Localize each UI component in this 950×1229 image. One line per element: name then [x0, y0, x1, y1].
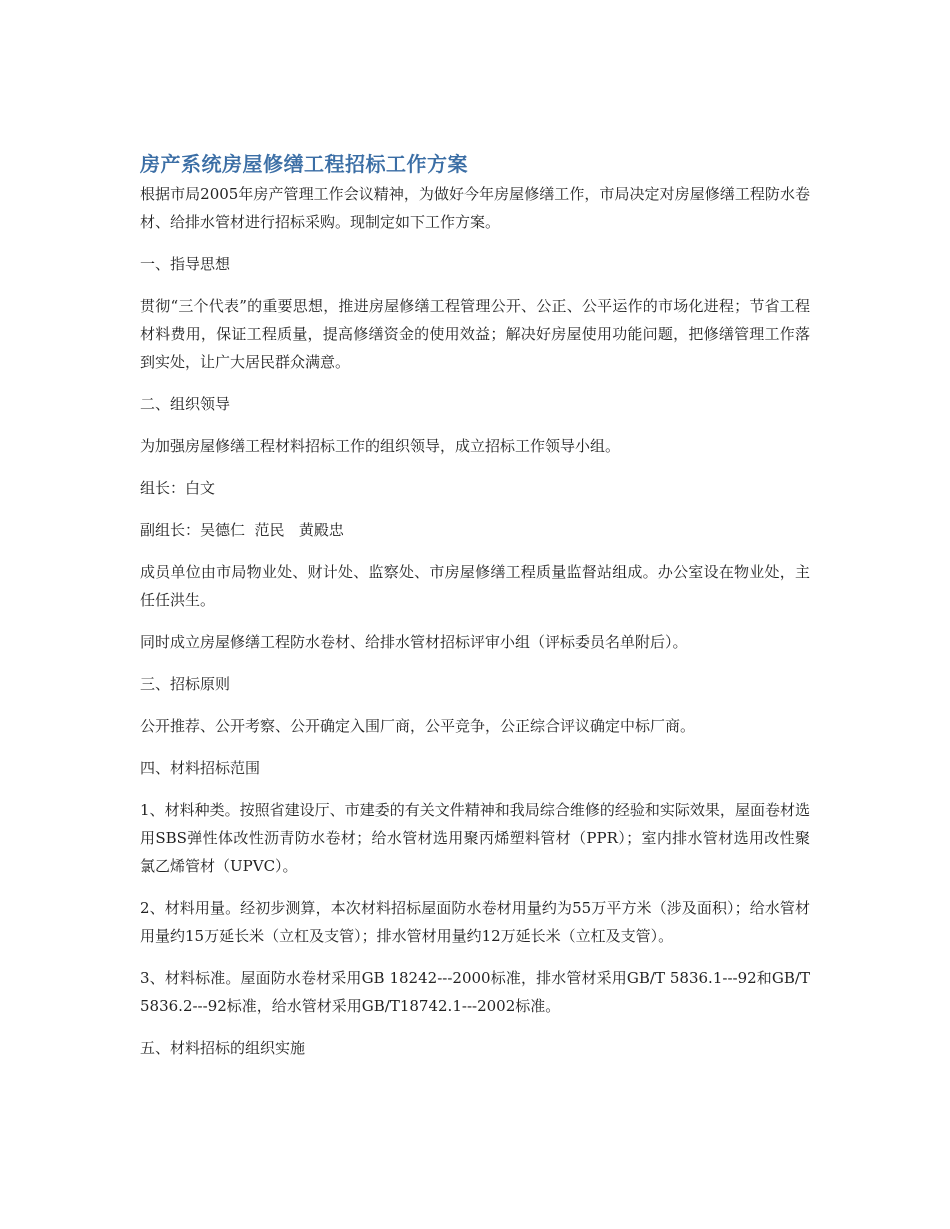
team-leader-line: 组长：白文 — [140, 479, 216, 497]
section-heading-principles: 三、招标原则 — [140, 675, 231, 693]
list-item-material-quantity: 2、材料用量。经初步测算，本次材料招标屋面防水卷材用量约为55万平方米（涉及面积）；给水管材用量约15万延长米（立杠及支管）；排水管材用量约12万延长米（立杠及支管）。 — [140, 899, 810, 945]
intro-paragraph: 根据市局2005年房产管理工作会议精神，为做好今年房屋修缮工作，市局决定对房屋修缮工程防水卷材、给排水管材进行招标采购。现制定如下工作方案。 — [140, 185, 810, 231]
deputy-leader-line: 副组长：吴德仁 范民 黄殿忠 — [140, 521, 344, 539]
document-page — [140, 150, 810, 1076]
document-title: 房产系统房屋修缮工程招标工作方案 — [140, 152, 468, 176]
body-paragraph: 公开推荐、公开考察、公开确定入围厂商，公平竞争，公正综合评议确定中标厂商。 — [140, 717, 696, 735]
body-paragraph: 贯彻“三个代表”的重要思想，推进房屋修缮工程管理公开、公正、公平运作的市场化进程；节省工程材料费用，保证工程质量，提高修缮资金的使用效益；解决好房屋使用功能问题，把修缮管理工作落到实处，让广大居民群众满意。 — [140, 297, 810, 371]
section-heading-organization: 二、组织领导 — [140, 395, 231, 413]
body-paragraph: 为加强房屋修缮工程材料招标工作的组织领导，成立招标工作领导小组。 — [140, 437, 621, 455]
body-paragraph: 同时成立房屋修缮工程防水卷材、给排水管材招标评审小组（评标委员名单附后）。 — [140, 633, 688, 651]
section-heading-guiding-ideology: 一、指导思想 — [140, 255, 231, 273]
section-heading-scope: 四、材料招标范围 — [140, 759, 261, 777]
section-heading-implementation: 五、材料招标的组织实施 — [140, 1039, 306, 1057]
list-item-material-types: 1、材料种类。按照省建设厅、市建委的有关文件精神和我局综合维修的经验和实际效果，屋面卷材选用SBS弹性体改性沥青防水卷材；给水管材选用聚丙烯塑料管材（PPR）；室内排水管材选用改性聚氯乙烯管材（UPVC）。 — [140, 801, 810, 875]
list-item-material-standards: 3、材料标准。屋面防水卷材采用GB 18242---2000标准，排水管材采用GB/T 5836.1---92和GB/T 5836.2---92标准，给水管材采用GB/T18742.1---2002标准。 — [140, 969, 810, 1015]
body-paragraph: 成员单位由市局物业处、财计处、监察处、市房屋修缮工程质量监督站组成。办公室设在物业处，主任任洪生。 — [140, 563, 810, 609]
